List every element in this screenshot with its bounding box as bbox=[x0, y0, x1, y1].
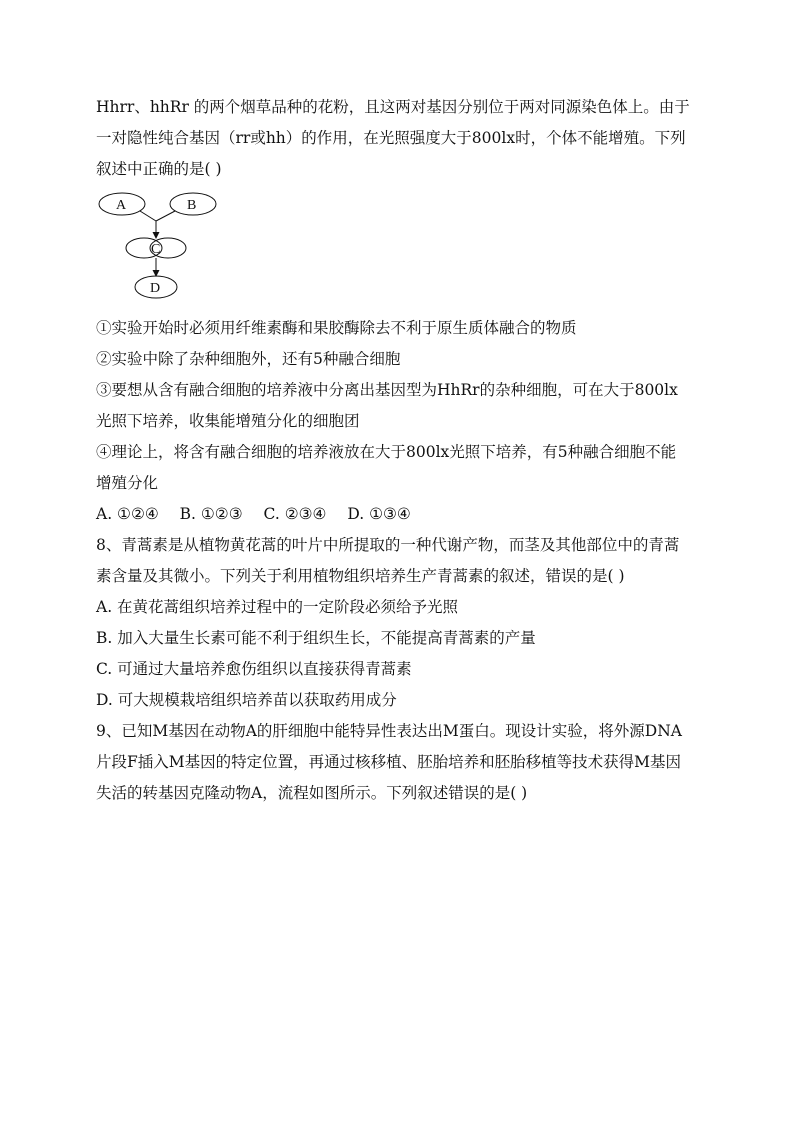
q7-line-3: 叙述中正确的是( ) bbox=[96, 160, 222, 178]
q9-line-2: 片段F插入M基因的特定位置，再通过核移植、胚胎培养和胚胎移植等技术获得M基因 bbox=[96, 753, 681, 771]
q7-option-c[interactable]: C. ②③④ bbox=[263, 505, 327, 523]
q7-option-b[interactable]: B. ①②③ bbox=[179, 505, 243, 523]
q7-option-d[interactable]: D. ①③④ bbox=[347, 505, 411, 523]
q7-statement-1: ①实验开始时必须用纤维素酶和果胶酶除去不利于原生质体融合的物质 bbox=[96, 319, 577, 337]
q7-options bbox=[96, 504, 427, 524]
node-b-label: B bbox=[187, 198, 197, 213]
q9-line-3: 失活的转基因克隆动物A，流程如图所示。下列叙述错误的是( ) bbox=[96, 784, 528, 802]
q7-statement-4a: ④理论上，将含有融合细胞的培养液放在大于800lx光照下培养，有5种融合细胞不能 bbox=[96, 443, 677, 461]
q7-statement-3b: 光照下培养，收集能增殖分化的细胞团 bbox=[96, 412, 360, 430]
q7-line-1: Hhrr、hhRr 的两个烟草品种的花粉，且这两对基因分别位于两对同源染色体上。由于 bbox=[96, 98, 690, 116]
node-c-label: C bbox=[151, 242, 161, 257]
q7-statement-3a: ③要想从含有融合细胞的培养液中分离出基因型为HhRr的杂种细胞，可在大于800lx bbox=[96, 381, 678, 399]
q7-option-a[interactable]: A. ①②④ bbox=[96, 505, 159, 523]
q7-line-2: 一对隐性纯合基因（rr或hh）的作用，在光照强度大于800lx时，个体不能增殖。下列 bbox=[96, 129, 686, 147]
node-d-label: D bbox=[150, 281, 161, 296]
q8-line-2: 素含量及其微小。下列关于利用植物组织培养生产青蒿素的叙述，错误的是( ) bbox=[96, 567, 625, 585]
q7-statement-4b: 增殖分化 bbox=[96, 474, 159, 492]
q8-option-d[interactable]: D. 可大规模栽培组织培养苗以获取药用成分 bbox=[96, 691, 397, 709]
q8-option-b[interactable]: B. 加入大量生长素可能不利于组织生长，不能提高青蒿素的产量 bbox=[96, 629, 536, 647]
q7-statement-2: ②实验中除了杂种细胞外，还有5种融合细胞 bbox=[96, 350, 401, 368]
q9-line-1: 9、已知M基因在动物A的肝细胞中能特异性表达出M蛋白。现设计实验，将外源DNA bbox=[96, 722, 682, 740]
q8-line-1: 8、青蒿素是从植物黄花蒿的叶片中所提取的一种代谢产物，而茎及其他部位中的青蒿 bbox=[96, 536, 680, 554]
fusion-diagram bbox=[96, 190, 226, 302]
q8-option-a[interactable]: A. 在黄花蒿组织培养过程中的一定阶段必须给予光照 bbox=[96, 598, 459, 616]
q8-option-c[interactable]: C. 可通过大量培养愈伤组织以直接获得青蒿素 bbox=[96, 660, 412, 678]
node-a-label: A bbox=[116, 198, 127, 213]
